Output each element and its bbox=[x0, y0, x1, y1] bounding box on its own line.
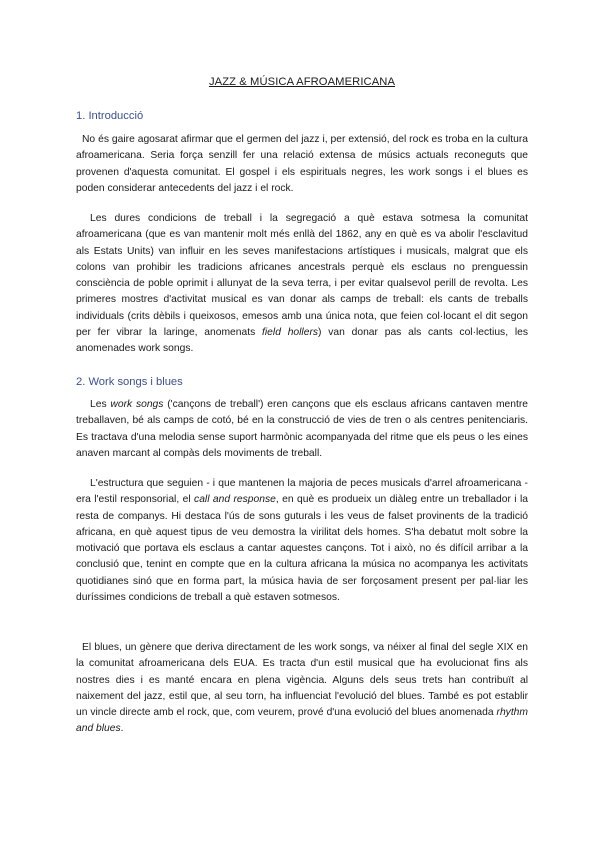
italic-term: field hollers bbox=[262, 327, 319, 339]
document-title: JAZZ & MÚSICA AFROAMERICANA bbox=[208, 76, 396, 88]
paragraph-worksongs-2 bbox=[76, 476, 528, 606]
paragraph-intro-2 bbox=[76, 211, 528, 358]
paragraph-blues bbox=[76, 640, 528, 738]
paragraph-worksongs-1 bbox=[76, 397, 528, 462]
italic-term: work songs bbox=[110, 399, 164, 410]
paragraph-text: , en què es produeix un diàleg entre un treballador i la resta de companys. Hi destaca l'ús de sons guturals i les veus de falset provinents de la tradició africana, en què aquest tipus de veu demostra la virilitat dels homes. S'ha debatut molt sobre la motivació que portava els esclaus a cantar aquestes cançons. Tot i això, no és difícil arribar a la conclusió que, tenint en compte que en la cultura africana la música no acompanya les activitats quotidianes sinó que en forma part, la música havia de ser forçosament present per pal·liar les duríssimes condicions de treball a què estaven sotmesos. bbox=[76, 494, 529, 604]
section-heading-work-songs: 2. Work songs i blues bbox=[76, 376, 183, 388]
section-heading-introduccio: 1. Introducció bbox=[76, 110, 144, 122]
paragraph-text: No és gaire agosarat afirmar que el germen del jazz i, per extensió, del rock es troba en la cultura afroamericana. Seria força senzill fer una relació extensa de músics actuals reconeguts que provenen d'aquesta comunitat. El gospel i els espirituals negres, les work songs i el blues es poden considerar antecedents del jazz i el rock. bbox=[76, 134, 528, 194]
paragraph-text: ('cançons de treball') eren cançons que els esclaus africans cantaven mentre treballaven, bé als camps de cotó, bé en la construcció de vies de tren o als centres penitenciaris. Es tractava d'una melodia sense suport harmònic acompanyada del ritme que els peus o les eines anaven marcant al compàs dels moviments de treball. bbox=[76, 399, 529, 459]
paragraph-text: L'estructura que seguien - i que mantenen la majoria de peces musicals d'arrel afroamericana - era l'estil responsorial, el bbox=[76, 478, 528, 506]
paragraph-text: Les bbox=[90, 399, 111, 410]
italic-term: call and response bbox=[194, 494, 276, 506]
italic-term: rhythm and blues bbox=[76, 707, 528, 735]
paragraph-text: El blues, un gènere que deriva directament de les work songs, va néixer al final del segle XIX en la comunitat afroamericana dels EUA. Es tracta d'un estil musical que ha evolucionat fins als nostres dies i es manté encara en plena vigència. Alguns dels seus trets han contribuït al naixement del jazz, estil que, al seu torn, ha influenciat l'evolució del blues. També es pot establir un vincle directe amb el rock, que, com veurem, prové d'una evolució del blues anomenada bbox=[76, 642, 528, 719]
paragraph-text: ) van donar pas als cants col·lectius, les anomenades work songs. bbox=[76, 327, 528, 355]
paragraph-text: . bbox=[120, 723, 124, 735]
paragraph-text: Les dures condicions de treball i la segregació a què estava sotmesa la comunitat afroamericana (que es van mantenir molt més enllà del 1862, any en què es va abolir l'esclavitud als Estats Units) van influir en les seves manifestacions artístiques i musicals, malgrat que els colons van prohibir les tradicions africanes ancestrals perquè els esclaus no prenguessin consciència de poble oprimit i allunyat de la seva terra, i per evitar qualsevol perill de revolta. Les primeres mostres d'activitat musical es van donar als camps de treball: els cants de treballs individuals (crits dèbils i queixosos, emesos amb una única nota, que feien col·locant el dit segon per fer vibrar la laringe, anomenats bbox=[76, 213, 528, 339]
paragraph-intro-1 bbox=[76, 132, 528, 197]
